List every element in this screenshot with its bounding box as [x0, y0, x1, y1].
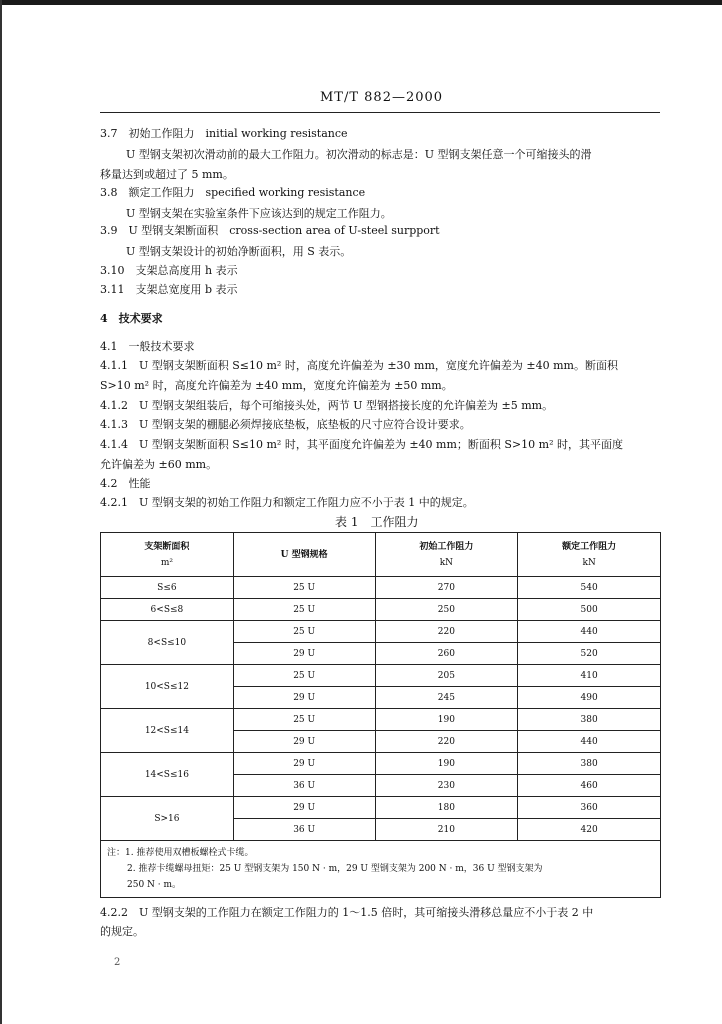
clause-4-2-1: 4.2.1 U 型钢支架的初始工作阻力和额定工作阻力应不小于表 1 中的规定。	[100, 496, 474, 509]
cell-area: S≤6	[101, 577, 234, 599]
clause-3-9-body: U 型钢支架设计的初始净断面积，用 S 表示。	[126, 245, 352, 258]
clause-4-1-title: 4.1 一般技术要求	[100, 340, 195, 353]
clause-3-10: 3.10 支架总高度用 h 表示	[100, 264, 238, 277]
cell-initial: 250	[375, 599, 518, 621]
cell-area: 6<S≤8	[101, 599, 234, 621]
clause-4-2-2-line2: 的规定。	[100, 925, 144, 938]
section-4-title: 4 技术要求	[100, 312, 163, 325]
clause-4-2-title: 4.2 性能	[100, 477, 151, 490]
header-area	[101, 533, 234, 577]
cell-initial: 190	[375, 709, 518, 731]
table-notes-row	[101, 841, 661, 898]
clause-3-7-title: 3.7 初始工作阻力 initial working resistance	[100, 127, 348, 140]
table-note-2-line1: 2. 推荐卡缆螺母扭矩：25 U 型钢支架为 150 N · m，29 U 型钢支架为 200 N · m，36 U 型钢支架为	[127, 864, 543, 874]
cell-initial: 220	[375, 731, 518, 753]
table-header-row	[101, 533, 661, 577]
header-area-unit: m²	[160, 557, 173, 568]
cell-rated: 540	[518, 577, 661, 599]
cell-area: 14<S≤16	[101, 753, 234, 797]
cell-spec: 29 U	[233, 797, 375, 819]
cell-area: 8<S≤10	[101, 621, 234, 665]
cell-spec: 29 U	[233, 731, 375, 753]
cell-spec: 29 U	[233, 643, 375, 665]
cell-spec: 29 U	[233, 687, 375, 709]
cell-area: S>16	[101, 797, 234, 841]
cell-spec: 25 U	[233, 599, 375, 621]
cell-initial: 210	[375, 819, 518, 841]
page-number: 2	[114, 957, 121, 968]
cell-rated: 380	[518, 753, 661, 775]
cell-initial: 205	[375, 665, 518, 687]
cell-area: 12<S≤14	[101, 709, 234, 753]
clause-4-1-4-line1: 4.1.4 U 型钢支架断面积 S≤10 m² 时，其平面度允许偏差为 ±40 mm；断面积 S>10 m² 时，其平面度	[100, 438, 623, 451]
cell-area: 10<S≤12	[101, 665, 234, 709]
cell-rated: 380	[518, 709, 661, 731]
clause-3-9-title: 3.9 U 型钢支架断面积 cross-section area of U-steel surpport	[100, 224, 440, 237]
table-row	[101, 665, 661, 687]
scan-left-edge	[0, 0, 2, 1024]
cell-rated: 490	[518, 687, 661, 709]
cell-rated: 360	[518, 797, 661, 819]
clause-3-11: 3.11 支架总宽度用 b 表示	[100, 283, 238, 296]
cell-rated: 410	[518, 665, 661, 687]
header-rated	[518, 533, 661, 577]
header-initial	[375, 533, 518, 577]
header-spec	[233, 533, 375, 577]
table-notes	[101, 841, 661, 898]
cell-spec: 25 U	[233, 709, 375, 731]
cell-initial: 260	[375, 643, 518, 665]
cell-spec: 25 U	[233, 621, 375, 643]
cell-rated: 500	[518, 599, 661, 621]
clause-3-7-body-line2: 移量达到或超过了 5 mm。	[100, 168, 234, 181]
cell-initial: 245	[375, 687, 518, 709]
table-row	[101, 599, 661, 621]
cell-spec: 36 U	[233, 819, 375, 841]
cell-spec: 29 U	[233, 753, 375, 775]
header-spec-label: U 型钢规格	[280, 549, 328, 560]
cell-spec: 25 U	[233, 577, 375, 599]
table-note-1: 注：1. 推荐使用双槽板螺栓式卡缆。	[107, 848, 254, 858]
clause-4-2-2-line1: 4.2.2 U 型钢支架的工作阻力在额定工作阻力的 1～1.5 倍时，其可缩接头滑移总量应不小于表 2 中	[100, 906, 594, 919]
clause-4-1-2: 4.1.2 U 型钢支架组装后，每个可缩接头处，两节 U 型钢搭接长度的允许偏差为 ±5 mm。	[100, 399, 554, 412]
header-rated-unit: kN	[582, 557, 596, 568]
header-rule	[100, 112, 660, 113]
working-resistance-table	[100, 532, 661, 898]
table-row	[101, 621, 661, 643]
cell-initial: 270	[375, 577, 518, 599]
table-row	[101, 577, 661, 599]
cell-spec: 25 U	[233, 665, 375, 687]
header-initial-unit: kN	[439, 557, 454, 568]
header-rated-label: 额定工作阻力	[562, 541, 617, 552]
clause-3-8-body: U 型钢支架在实验室条件下应该达到的规定工作阻力。	[126, 207, 392, 220]
scan-top-edge	[0, 0, 722, 5]
page-header: MT/T 882—2000	[320, 90, 444, 105]
cell-initial: 190	[375, 753, 518, 775]
cell-rated: 440	[518, 621, 661, 643]
table-row	[101, 753, 661, 775]
clause-4-1-1-line2: S>10 m² 时，高度允许偏差为 ±40 mm，宽度允许偏差为 ±50 mm。	[100, 379, 453, 392]
cell-initial: 180	[375, 797, 518, 819]
cell-initial: 220	[375, 621, 518, 643]
table-row	[101, 797, 661, 819]
table-row	[101, 709, 661, 731]
cell-rated: 460	[518, 775, 661, 797]
cell-rated: 520	[518, 643, 661, 665]
cell-rated: 420	[518, 819, 661, 841]
clause-4-1-1-line1: 4.1.1 U 型钢支架断面积 S≤10 m² 时，高度允许偏差为 ±30 mm，宽度允许偏差为 ±40 mm。断面积	[100, 359, 618, 372]
cell-initial: 230	[375, 775, 518, 797]
cell-rated: 440	[518, 731, 661, 753]
cell-spec: 36 U	[233, 775, 375, 797]
header-area-label: 支架断面积	[144, 541, 190, 552]
clause-3-7-body-line1: U 型钢支架初次滑动前的最大工作阻力。初次滑动的标志是：U 型钢支架任意一个可缩接头的滑	[126, 148, 592, 161]
table-caption: 表 1 工作阻力	[335, 515, 419, 529]
table-note-2-line2: 250 N · m。	[127, 880, 182, 890]
clause-4-1-4-line2: 允许偏差为 ±60 mm。	[100, 458, 218, 471]
clause-4-1-3: 4.1.3 U 型钢支架的棚腿必须焊接底垫板，底垫板的尺寸应符合设计要求。	[100, 418, 471, 431]
clause-3-8-title: 3.8 额定工作阻力 specified working resistance	[100, 186, 366, 199]
header-initial-label: 初始工作阻力	[419, 541, 474, 552]
